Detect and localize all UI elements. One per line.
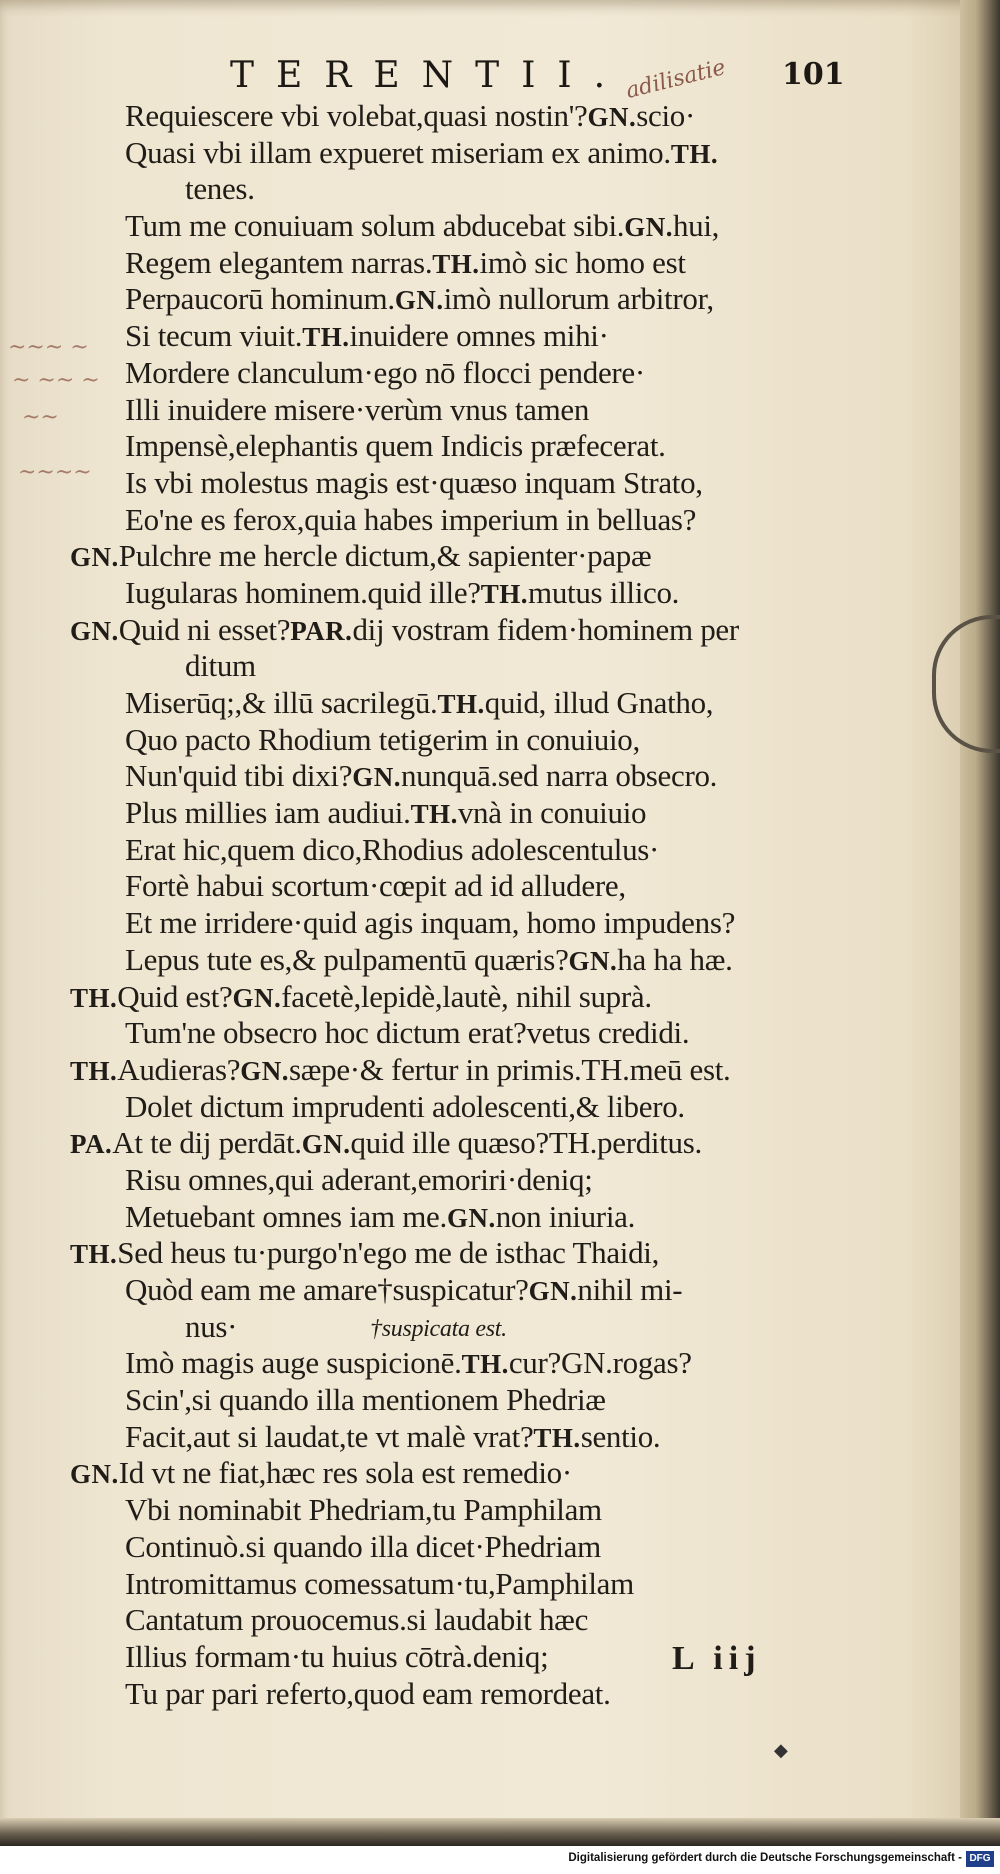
verse-text: Impensè,elephantis quem Indicis præfecerat. bbox=[125, 428, 666, 464]
ornament-mark: ◆ bbox=[774, 1740, 788, 1761]
verse-text: Et me irridere·quid agis inquam, homo impudens? bbox=[125, 905, 736, 941]
verse-text: ditum bbox=[185, 648, 256, 684]
verse-text: vnà in conuiuio bbox=[457, 795, 647, 831]
speaker-label: TH. bbox=[302, 322, 350, 353]
verse-text: imò sic homo est bbox=[479, 244, 686, 280]
text-line bbox=[70, 98, 960, 135]
text-line bbox=[70, 648, 960, 685]
text-line bbox=[70, 355, 960, 392]
verse-text: Quo pacto Rhodium tetigerim in conuiuio, bbox=[125, 721, 640, 757]
text-line bbox=[70, 1419, 960, 1456]
speaker-label: GN. bbox=[70, 615, 119, 646]
verse-text: Intromittamus comessatum·tu,Pamphilam bbox=[125, 1565, 634, 1601]
speaker-label: PA. bbox=[70, 1129, 113, 1160]
text-line bbox=[70, 575, 960, 612]
speaker-label: TH. bbox=[70, 1055, 118, 1086]
text-line bbox=[70, 538, 960, 575]
text-line bbox=[70, 1162, 960, 1199]
text-line bbox=[70, 868, 960, 905]
text-line bbox=[70, 979, 960, 1016]
marginalia-note: adilisatie bbox=[623, 55, 729, 104]
verse-text: nihil mi- bbox=[577, 1272, 683, 1307]
text-line bbox=[70, 428, 960, 465]
text-line bbox=[70, 171, 960, 208]
text-line bbox=[70, 1272, 960, 1309]
text-line bbox=[70, 1382, 960, 1419]
dfg-logo: DFG bbox=[966, 1851, 994, 1867]
footer-credit: Digitalisierung gefördert durch die Deutsche Forschungsgemeinschaft - bbox=[568, 1852, 962, 1864]
verse-text: Mordere clanculum·ego nō flocci pendere· bbox=[125, 354, 645, 390]
text-line bbox=[70, 318, 960, 355]
speaker-label: GN. bbox=[528, 1276, 578, 1306]
verse-text: Illi inuidere misere·verùm vnus tamen bbox=[125, 391, 590, 427]
text-line bbox=[70, 1235, 960, 1272]
text-line bbox=[70, 281, 960, 318]
text-line bbox=[70, 1676, 960, 1713]
signature-mark: L iij bbox=[672, 1640, 762, 1677]
margin-scribble: ~~~~ bbox=[18, 460, 92, 485]
verse-text: Sed heus tu·purgo'n'ego me de isthac Thaidi, bbox=[117, 1235, 660, 1271]
verse-text: Quid ni esset? bbox=[118, 611, 291, 647]
margin-scribble: ~ ~~ ~ bbox=[12, 368, 100, 393]
speaker-label: GN. bbox=[240, 1055, 289, 1086]
text-line bbox=[70, 1492, 960, 1529]
verse-text: Imò magis auge suspicionē. bbox=[125, 1345, 462, 1381]
text-line bbox=[70, 1529, 960, 1566]
verse-text: Tum'ne obsecro hoc dictum erat?vetus credidi. bbox=[125, 1015, 690, 1051]
speaker-label: TH. bbox=[432, 248, 480, 279]
text-line bbox=[70, 502, 960, 539]
verse-text: quid, illud Gnatho, bbox=[484, 685, 714, 720]
verse-text: tenes. bbox=[185, 171, 255, 207]
speaker-label: TH. bbox=[70, 982, 118, 1013]
footer-bar bbox=[0, 1846, 1000, 1874]
verse-text: Tu par pari referto,quod eam remordeat. bbox=[125, 1675, 611, 1711]
running-head: TERENTII. bbox=[230, 55, 628, 96]
speaker-label: PAR. bbox=[290, 615, 353, 646]
text-line bbox=[70, 722, 960, 759]
verse-text: Continuò.si quando illa dicet·Phedriam bbox=[125, 1528, 601, 1564]
verse-text: Risu omnes,qui aderant,emoriri·deniq; bbox=[125, 1161, 593, 1197]
text-block bbox=[70, 98, 960, 1712]
page-bottom-edge bbox=[0, 1818, 1000, 1846]
speaker-label: GN. bbox=[70, 542, 119, 573]
speaker-label: GN. bbox=[70, 1459, 119, 1490]
verse-text: Quòd eam me amare†suspicatur? bbox=[125, 1272, 529, 1307]
text-line bbox=[70, 1125, 960, 1162]
verse-text: Miserūq;,& illū sacrilegū. bbox=[125, 685, 438, 720]
verse-text: Quasi vbi illam expueret miseriam ex animo. bbox=[125, 134, 671, 170]
speaker-label: TH. bbox=[533, 1422, 581, 1453]
text-line bbox=[70, 942, 960, 979]
verse-text: Metuebant omnes iam me. bbox=[125, 1198, 447, 1234]
text-line bbox=[70, 685, 960, 722]
verse-text: Dolet dictum imprudenti adolescenti,& libero. bbox=[125, 1088, 685, 1124]
text-line bbox=[70, 1199, 960, 1236]
verse-text: Iugularas hominem.quid ille? bbox=[125, 574, 481, 610]
speaker-label: TH. bbox=[410, 799, 458, 830]
text-line bbox=[70, 392, 960, 429]
speaker-label: GN. bbox=[446, 1202, 496, 1233]
speaker-label: GN. bbox=[587, 102, 637, 132]
text-line bbox=[70, 612, 960, 649]
speaker-label: TH. bbox=[461, 1349, 509, 1380]
verse-text: cur?GN.rogas? bbox=[508, 1345, 692, 1381]
text-line bbox=[70, 1455, 960, 1492]
verse-text: Is vbi molestus magis est·quæso inquam Strato, bbox=[125, 464, 703, 500]
text-line bbox=[70, 795, 960, 832]
speaker-label: TH. bbox=[670, 138, 719, 169]
text-line bbox=[70, 135, 960, 172]
margin-scribble: ~~ bbox=[22, 405, 59, 430]
verse-text: Id vt ne fiat,hæc res sola est remedio· bbox=[118, 1455, 572, 1491]
text-line bbox=[70, 1309, 960, 1346]
verse-text: non iniuria. bbox=[495, 1198, 636, 1234]
verse-text: Requiescere vbi volebat,quasi nostin'? bbox=[125, 98, 588, 133]
verse-text: Regem elegantem narras. bbox=[125, 244, 433, 280]
text-line bbox=[70, 905, 960, 942]
text-line bbox=[70, 758, 960, 795]
text-line bbox=[70, 1345, 960, 1382]
verse-text: Fortè habui scortum·cœpit ad id alludere, bbox=[125, 868, 626, 904]
verse-text: Scin',si quando illa mentionem Phedriæ bbox=[125, 1382, 606, 1418]
page-edge bbox=[960, 0, 1000, 1874]
text-line bbox=[70, 245, 960, 282]
verse-text: Vbi nominabit Phedriam,tu Pamphilam bbox=[125, 1492, 602, 1528]
verse-text: Pulchre me hercle dictum,& sapienter·papæ bbox=[118, 538, 652, 574]
page-number: 101 bbox=[782, 57, 845, 92]
verse-text: nunquā.sed narra obsecro. bbox=[400, 758, 718, 794]
text-line bbox=[70, 1052, 960, 1089]
verse-text: dij vostram fidem·hominem per bbox=[352, 611, 739, 647]
margin-scribble: ~~~ ~ bbox=[8, 335, 89, 360]
verse-text: Quid est? bbox=[117, 978, 233, 1014]
verse-text: At te dij perdāt. bbox=[112, 1125, 302, 1161]
verse-text: Tum me conuiuam solum abducebat sibi. bbox=[125, 208, 625, 244]
speaker-label: GN. bbox=[352, 762, 401, 793]
verse-text: Audieras? bbox=[117, 1051, 241, 1087]
verse-text: scio· bbox=[636, 98, 696, 133]
verse-text: sæpe·& fertur in primis.TH.meū est. bbox=[288, 1051, 731, 1087]
text-line bbox=[70, 1089, 960, 1126]
verse-text: quid ille quæso?TH.perditus. bbox=[350, 1125, 702, 1161]
text-line bbox=[70, 465, 960, 502]
text-line bbox=[70, 832, 960, 869]
verse-text: nus· bbox=[185, 1308, 238, 1344]
verse-text: Erat hic,quem dico,Rhodius adolescentulus· bbox=[125, 831, 660, 867]
speaker-label: TH. bbox=[480, 578, 529, 609]
verse-text: facetè,lepidè,lautè, nihil suprà. bbox=[281, 978, 652, 1014]
verse-text: inuidere omnes mihi· bbox=[349, 318, 609, 354]
verse-text: Facit,aut si laudat,te vt malè vrat? bbox=[125, 1418, 534, 1454]
verse-text: Si tecum viuit. bbox=[125, 318, 303, 354]
verse-text: Eo'ne es ferox,quia habes imperium in belluas? bbox=[125, 501, 697, 537]
speaker-label: GN. bbox=[301, 1129, 351, 1160]
verse-text: Plus millies iam audiui. bbox=[125, 795, 411, 831]
verse-text: Lepus tute es,& pulpamentū quæris? bbox=[125, 941, 569, 977]
verse-text: mutus illico. bbox=[528, 574, 680, 610]
verse-text: hui, bbox=[672, 208, 720, 244]
text-line bbox=[70, 1639, 960, 1676]
text-line bbox=[70, 1566, 960, 1603]
verse-text: Illius formam·tu huius cōtrà.deniq; bbox=[125, 1638, 549, 1674]
speaker-label: GN. bbox=[624, 212, 673, 243]
speaker-label: GN. bbox=[568, 945, 618, 976]
speaker-label: GN. bbox=[232, 982, 282, 1013]
verse-text: Cantatum prouocemus.si laudabit hæc bbox=[125, 1602, 589, 1638]
verse-text: imò nullorum arbitror, bbox=[443, 281, 714, 317]
speaker-label: GN. bbox=[394, 285, 444, 316]
verse-text: ha ha hæ. bbox=[617, 941, 733, 977]
text-line bbox=[70, 208, 960, 245]
verse-text: Perpaucorū hominum. bbox=[125, 281, 395, 317]
speaker-label: TH. bbox=[437, 689, 485, 719]
verse-text: Nun'quid tibi dixi? bbox=[125, 758, 353, 794]
text-line bbox=[70, 1602, 960, 1639]
verse-text: sentio. bbox=[580, 1418, 661, 1454]
text-line bbox=[70, 1015, 960, 1052]
speaker-label: TH. bbox=[70, 1239, 118, 1270]
variant-note: †suspicata est. bbox=[370, 1315, 507, 1342]
